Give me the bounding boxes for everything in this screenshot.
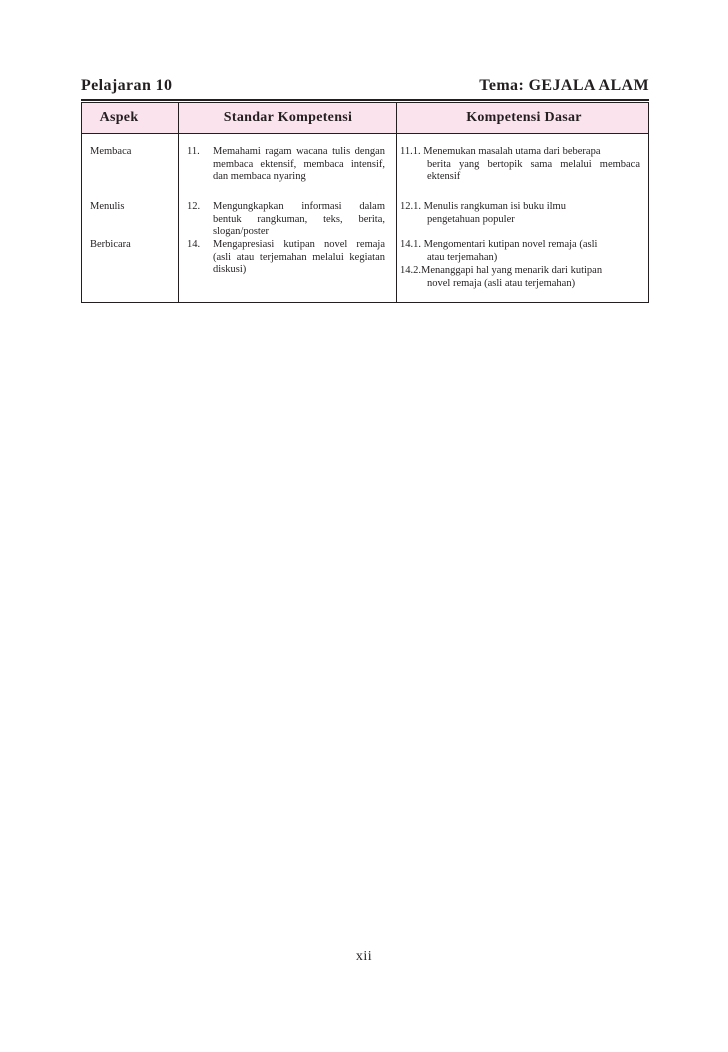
kd-item bbox=[400, 146, 640, 184]
kd-rest: atau terjemahan) bbox=[427, 251, 498, 263]
kd-lead: 14.2.Menanggapi hal yang menarik dari kutipan bbox=[400, 265, 603, 276]
header-rule bbox=[81, 99, 649, 101]
kd-item bbox=[400, 265, 640, 290]
column-divider bbox=[396, 103, 397, 302]
competency-table bbox=[81, 102, 649, 303]
row-aspect: Membaca bbox=[90, 146, 132, 157]
page-number: xii bbox=[355, 949, 373, 964]
kd-item bbox=[400, 239, 640, 264]
sk-number: 12. bbox=[187, 201, 201, 212]
sk-number: 11. bbox=[187, 146, 200, 157]
sk-text: Mengapresiasi kutipan novel remaja (asli atau terjemahan melalui kegiatan diskusi) bbox=[213, 239, 385, 275]
kd-lead: 11.1. Menemukan masalah utama dari beberapa bbox=[400, 146, 601, 157]
column-header-kompetensi-dasar: Kompetensi Dasar bbox=[466, 110, 582, 125]
column-header-aspek: Aspek bbox=[99, 110, 139, 125]
table-header bbox=[82, 103, 648, 134]
sk-text: Memahami ragam wacana tulis dengan membaca ektensif, membaca intensif, dan membaca nyaring bbox=[213, 146, 385, 182]
page-header bbox=[81, 77, 649, 99]
kd-rest: berita yang bertopik sama melalui membaca ektensif bbox=[427, 158, 640, 182]
theme-title: Tema: GEJALA ALAM bbox=[479, 77, 649, 94]
kd-item bbox=[400, 201, 640, 226]
lesson-title: Pelajaran 10 bbox=[81, 77, 173, 94]
kd-rest: novel remaja (asli atau terjemahan) bbox=[427, 277, 576, 289]
kd-lead: 12.1. Menulis rangkuman isi buku ilmu bbox=[400, 201, 566, 212]
row-aspect: Berbicara bbox=[90, 239, 131, 250]
sk-text: Mengungkapkan informasi dalam bentuk rangkuman, teks, berita, slogan/poster bbox=[213, 201, 385, 237]
sk-number: 14. bbox=[187, 239, 201, 250]
row-aspect: Menulis bbox=[90, 201, 125, 212]
column-divider bbox=[178, 103, 179, 302]
kd-lead: 14.1. Mengomentari kutipan novel remaja (asli bbox=[400, 239, 598, 250]
column-header-standar-kompetensi: Standar Kompetensi bbox=[223, 110, 353, 125]
kd-rest: pengetahuan populer bbox=[427, 213, 515, 225]
